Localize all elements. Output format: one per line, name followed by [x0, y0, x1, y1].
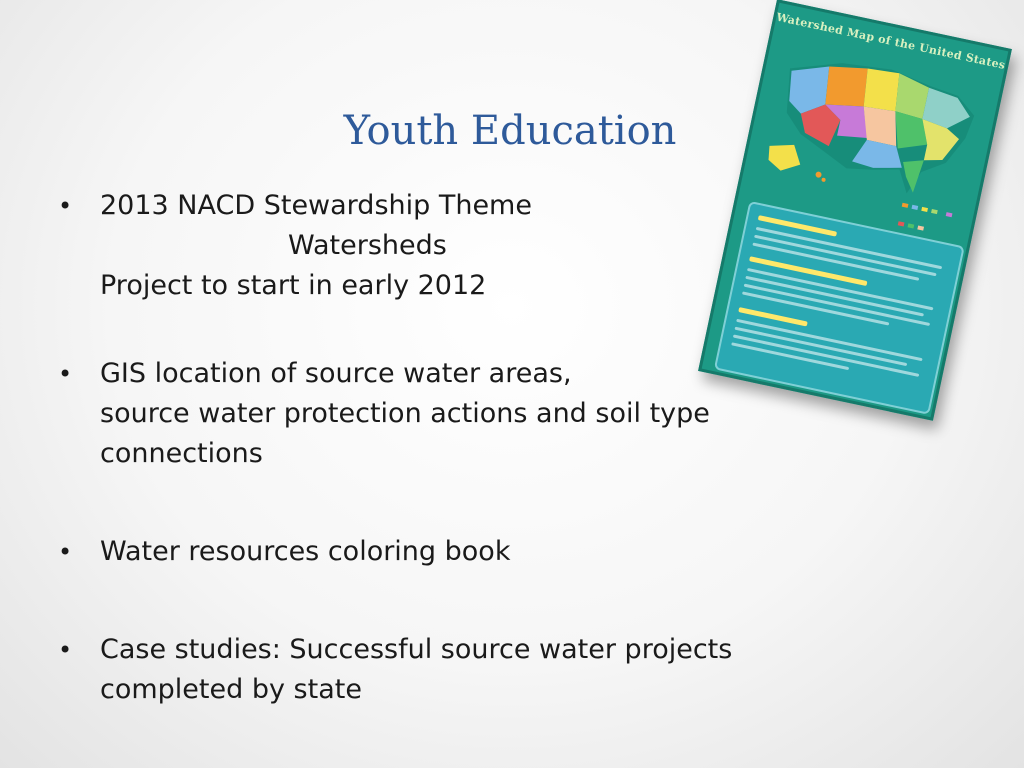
bullet-marker: •: [58, 360, 73, 388]
bullet-subline: connections: [100, 438, 263, 469]
bullet-marker: •: [58, 636, 73, 664]
bullet-item: [56, 354, 876, 474]
bullet-text: 2013 NACD Stewardship Theme: [100, 190, 532, 221]
bullet-text: Case studies: Successful source water projects: [100, 634, 733, 665]
bullet-subline: Project to start in early 2012: [100, 270, 487, 301]
bullet-marker: •: [58, 538, 73, 566]
bullet-text: Water resources coloring book: [100, 536, 511, 567]
bullet-marker: •: [58, 192, 73, 220]
bullet-subline: source water protection actions and soil type: [100, 398, 710, 429]
slide-title: Youth Education: [343, 108, 677, 154]
bullet-item: [56, 630, 876, 710]
bullet-item: [56, 532, 876, 572]
poster-title: Watershed Map of the United States: [775, 10, 1007, 72]
slide-body: [56, 186, 876, 710]
bullet-subline: Watersheds: [288, 230, 447, 261]
bullet-subline: completed by state: [100, 674, 362, 705]
bullet-text: GIS location of source water areas,: [100, 358, 572, 389]
bullet-item: [56, 186, 876, 306]
